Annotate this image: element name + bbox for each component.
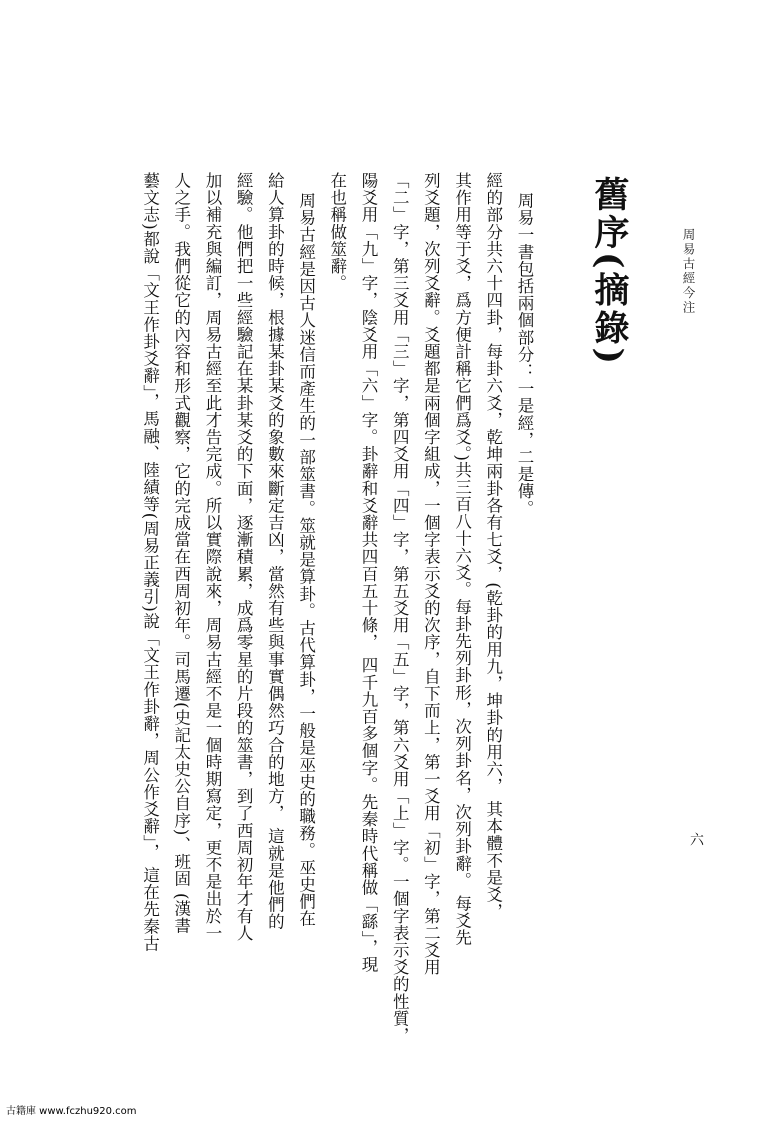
text-line: 列爻題，次列爻辭。爻題都是兩個字組成，一個字表示爻的次序，自下而上，第一爻用「初」字，第二爻用	[421, 172, 441, 976]
section-title: 舊序(摘錄)	[589, 176, 630, 368]
footer-watermark: 古籍庫 www.fczhu920.com	[6, 1106, 137, 1117]
text-line: 「二」字，第三爻用「三」字，第四爻用「四」字，第五爻用「五」字，第六爻用「上」字。一個字表示爻的性質，	[390, 172, 410, 1045]
text-line: 陽爻用「九」字，陰爻用「六」字。卦辭和爻辭共四百五十條， 四千九百多個字。先秦時代稱做「繇」，現	[358, 172, 378, 974]
running-header: 周易古經今注	[681, 228, 696, 315]
text-line: 其作用等于爻，爲方便計稱它們爲爻。)共三百八十六爻。每卦先列卦形，次列卦名，次列卦辭。 每爻先	[452, 172, 472, 947]
text-line: 在也稱做筮辭。	[327, 172, 347, 292]
text-line: 經的部分共六十四卦，每卦六爻，乾坤兩卦各有七爻，(乾卦的用九，坤卦的用六， 其本體不是爻，	[483, 172, 503, 921]
page-number: 六	[688, 832, 704, 846]
text-line: 人之手。我們從它的內容和形式觀察，它的完成當在西周初年。司馬遷(史記太史公自序)、班固 (漢書	[171, 172, 191, 935]
text-line: 給人算卦的時候，根據某卦某爻的象數來斷定吉凶，當然有些與事實偶然巧合的地方， 這就是他們的	[265, 172, 285, 931]
text-line: 藝文志)都說「文王作卦爻辭」，馬融、陸績等(周易正義引)說「文王作卦辭，周公作爻辭」， 這在先秦古	[140, 172, 160, 952]
text-line: 周易古經是因古人迷信而產生的一部筮書。筮就是算卦。古代算卦，一般是巫史的職務。巫史們在	[296, 191, 316, 928]
text-line: 經驗。他們把一些經驗記在某卦某爻的下面，逐漸積累，成爲零星的片段的筮書，到了西周初年才有人	[234, 172, 254, 942]
body-text	[110, 172, 540, 1072]
text-line: 加以補充與編訂，周易古經至此才告完成。所以實際說來，周易古經不是一個時期寫定，更不是出於一	[202, 172, 222, 942]
text-line: 周易一書包括兩個部分：一是經，二是傳。	[515, 191, 534, 517]
